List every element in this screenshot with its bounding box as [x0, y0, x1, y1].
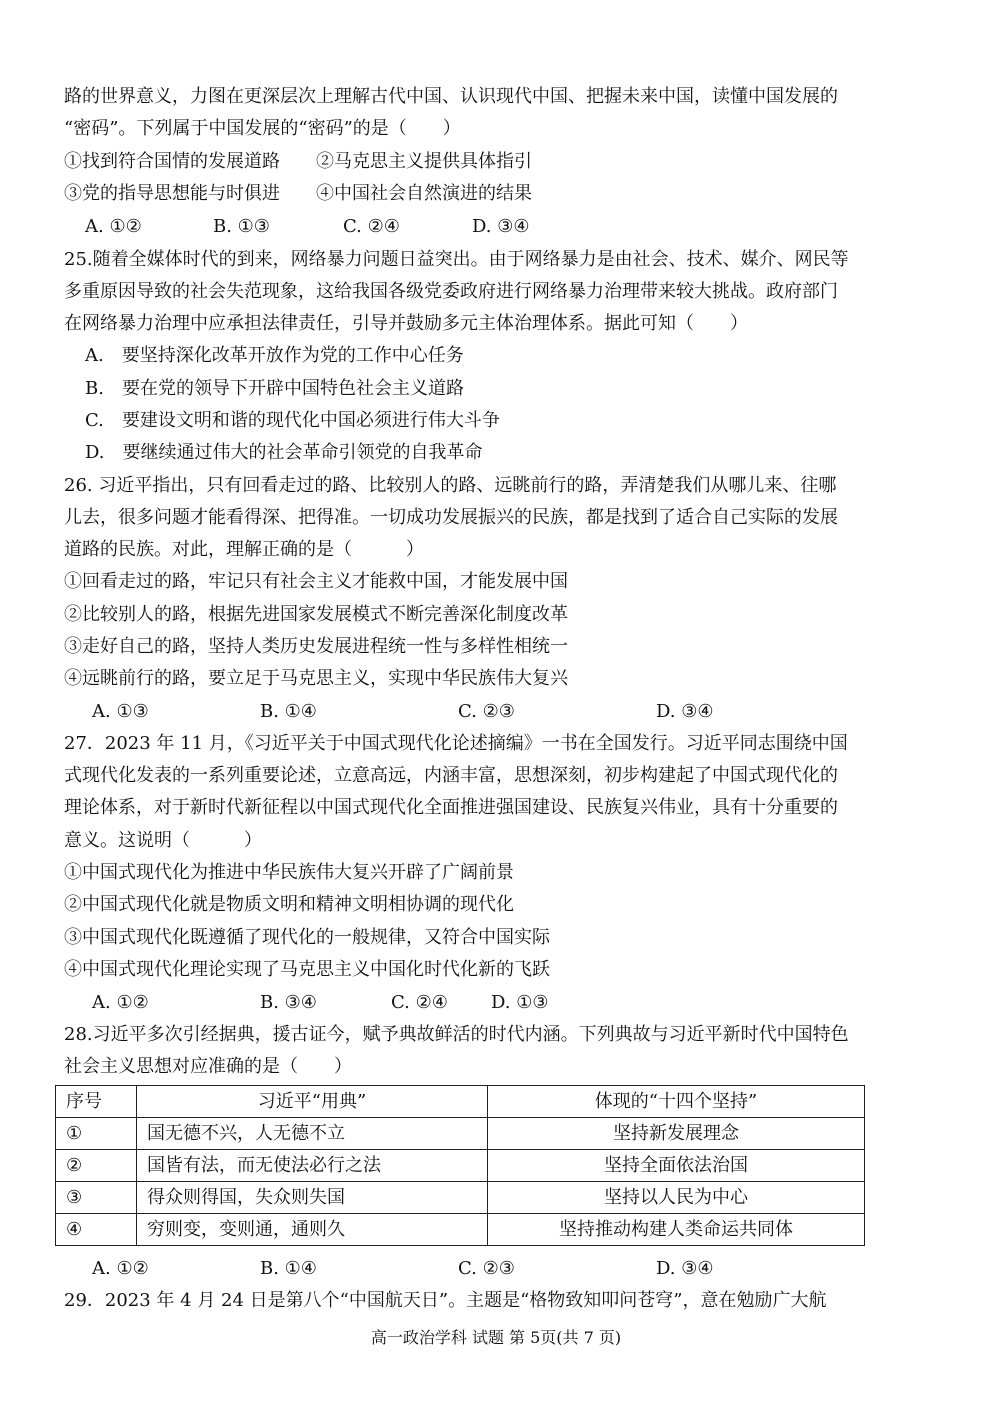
q24-stem-line-1: 路的世界意义，力图在更深层次上理解古代中国、认识现代中国、把握未来中国，读懂中国发展的 [64, 86, 838, 107]
table-cell: 国皆有法，而无使法必行之法 [137, 1150, 488, 1182]
q27-item-1: ①中国式现代化为推进中华民族伟大复兴开辟了广阔前景 [64, 862, 514, 883]
table-cell: 坚持推动构建人类命运共同体 [488, 1214, 865, 1246]
table-cell: 坚持以人民为中心 [488, 1182, 865, 1214]
q27-choice-a: A. ①② [92, 992, 149, 1013]
q25-choice-a: A. 要坚持深化改革开放作为党的工作中心任务 [85, 345, 464, 366]
table-cell: ④ [56, 1214, 137, 1246]
q26-item-1: ①回看走过的路，牢记只有社会主义才能救中国，才能发展中国 [64, 571, 568, 592]
table-cell: ① [56, 1118, 137, 1150]
q26-choice-c: C. ②③ [458, 701, 515, 722]
q28-choice-d: D. ③④ [656, 1258, 714, 1279]
q25-stem-line-2: 多重原因导致的社会失范现象，这给我国各级党委政府进行网络暴力治理带来较大挑战。政府部门 [64, 281, 838, 302]
table-row [56, 1118, 865, 1150]
table-cell: ③ [56, 1182, 137, 1214]
table-row [56, 1214, 865, 1246]
q25-choice-c: C. 要建设文明和谐的现代化中国必须进行伟大斗争 [85, 410, 500, 431]
q28-stem-line-1: 28.习近平多次引经据典，援古证今，赋予典故鲜活的时代内涵。下列典故与习近平新时代中国特色 [64, 1024, 849, 1045]
q27-stem-line-3: 理论体系，对于新时代新征程以中国式现代化全面推进强国建设、民族复兴伟业，具有十分重要的 [64, 797, 838, 818]
q27-stem-line-1: 27．2023 年 11 月，《习近平关于中国式现代化论述摘编》一书在全国发行。习近平同志围绕中国 [64, 733, 848, 754]
q27-choice-b: B. ③④ [260, 992, 317, 1013]
q28-choice-c: C. ②③ [458, 1258, 515, 1279]
q26-choice-d: D. ③④ [656, 701, 714, 722]
table-cell: 坚持全面依法治国 [488, 1150, 865, 1182]
q26-choice-b: B. ①④ [260, 701, 317, 722]
q26-choice-a: A. ①③ [92, 701, 149, 722]
q29-stem-line-1: 29．2023 年 4 月 24 日是第八个“中国航天日”。主题是“格物致知叩问苍穹”，意在勉励广大航 [64, 1290, 827, 1311]
table-cell: 坚持新发展理念 [488, 1118, 865, 1150]
q24-item-2: ③党的指导思想能与时俱进 ④中国社会自然演进的结果 [64, 183, 532, 204]
q27-stem-line-2: 式现代化发表的一系列重要论述，立意高远，内涵丰富，思想深刻，初步构建起了中国式现代化的 [64, 765, 838, 786]
q26-stem-line-1: 26. 习近平指出，只有回看走过的路、比较别人的路、远眺前行的路，弄清楚我们从哪儿来、往哪 [64, 475, 837, 496]
q28-choice-b: B. ①④ [260, 1258, 317, 1279]
table-header-row [56, 1086, 865, 1118]
q25-stem-line-3: 在网络暴力治理中应承担法律责任，引导并鼓励多元主体治理体系。据此可知（ ） [64, 313, 748, 334]
q27-choice-c: C. ②④ [391, 992, 448, 1013]
table-header-cell: 习近平“用典” [137, 1086, 488, 1118]
q26-item-2: ②比较别人的路，根据先进国家发展模式不断完善深化制度改革 [64, 604, 568, 625]
q27-item-4: ④中国式现代化理论实现了马克思主义中国化时代化新的飞跃 [64, 959, 550, 980]
table-header-cell: 序号 [56, 1086, 137, 1118]
q24-choice-b: B. ①③ [213, 216, 270, 237]
q24-item-1: ①找到符合国情的发展道路 ②马克思主义提供具体指引 [64, 151, 532, 172]
q24-choice-d: D. ③④ [472, 216, 530, 237]
q28-stem-line-2: 社会主义思想对应准确的是（ ） [64, 1056, 352, 1077]
q24-choice-c: C. ②④ [343, 216, 400, 237]
q28-table [55, 1085, 865, 1246]
table-cell: ② [56, 1150, 137, 1182]
q26-stem-line-3: 道路的民族。对此，理解正确的是（ ） [64, 539, 424, 560]
q28-choice-a: A. ①② [92, 1258, 149, 1279]
q27-choice-d: D. ①③ [491, 992, 549, 1013]
table-row [56, 1182, 865, 1214]
q27-stem-line-4: 意义。这说明（ ） [64, 830, 262, 851]
page-footer: 高一政治学科 试题 第 5页(共 7 页) [370, 1328, 622, 1347]
table-cell: 国无德不兴，人无德不立 [137, 1118, 488, 1150]
q25-choice-d: D. 要继续通过伟大的社会革命引领党的自我革命 [85, 442, 483, 463]
q24-stem-line-2: “密码”。下列属于中国发展的“密码”的是（ ） [64, 118, 461, 139]
q25-choice-b: B. 要在党的领导下开辟中国特色社会主义道路 [85, 378, 464, 399]
table-row [56, 1150, 865, 1182]
q27-item-2: ②中国式现代化就是物质文明和精神文明相协调的现代化 [64, 894, 514, 915]
q25-stem-line-1: 25.随着全媒体时代的到来，网络暴力问题日益突出。由于网络暴力是由社会、技术、媒介、网民等 [64, 249, 849, 270]
table-cell: 得众则得国，失众则失国 [137, 1182, 488, 1214]
q24-choice-a: A. ①② [85, 216, 142, 237]
table-header-cell: 体现的“十四个坚持” [488, 1086, 865, 1118]
q26-stem-line-2: 儿去，很多问题才能看得深、把得准。一切成功发展振兴的民族，都是找到了适合自己实际的发展 [64, 507, 838, 528]
q27-item-3: ③中国式现代化既遵循了现代化的一般规律，又符合中国实际 [64, 927, 550, 948]
q26-item-3: ③走好自己的路，坚持人类历史发展进程统一性与多样性相统一 [64, 636, 568, 657]
table-cell: 穷则变，变则通，通则久 [137, 1214, 488, 1246]
q26-item-4: ④远眺前行的路，要立足于马克思主义，实现中华民族伟大复兴 [64, 668, 568, 689]
